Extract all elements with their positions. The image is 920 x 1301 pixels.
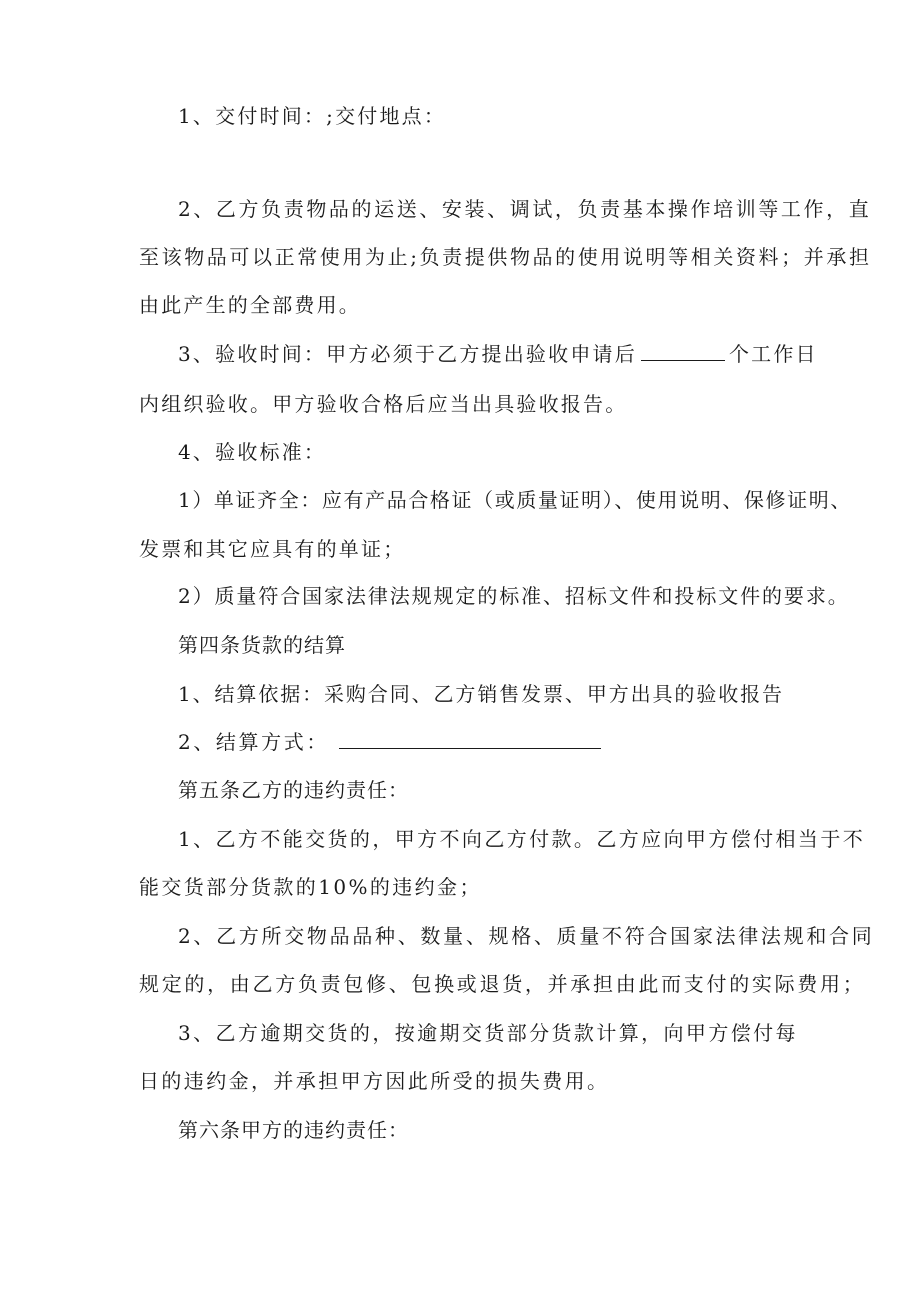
standard-documents-line-1: 1）单证齐全：应有产品合格证（或质量证明）、使用说明、保修证明、 <box>178 488 852 512</box>
standard-quality: 2）质量符合国家法律法规规定的标准、招标文件和投标文件的要求。 <box>178 584 850 608</box>
breach-no-delivery-line-2: 能交货部分货款的10%的违约金； <box>139 875 482 899</box>
clause-delivery-time-place: 1、交付时间：;交付地点： <box>178 104 447 128</box>
settlement-method-blank-field <box>339 728 601 749</box>
settlement-basis: 1、结算依据：采购合同、乙方销售发票、甲方出具的验收报告 <box>178 682 784 706</box>
breach-nonconforming-line-2: 规定的，由乙方负责包修、包换或退货，并承担由此而支付的实际费用； <box>139 972 866 996</box>
clause-acceptance-time-line-1 <box>178 340 818 368</box>
settlement-method-line <box>178 728 601 756</box>
clause-delivery-install-line-1: 2、乙方负责物品的运送、安装、调试，负责基本操作培训等工作，直 <box>178 197 872 221</box>
settlement-method-label: 2、结算方式： <box>178 730 329 754</box>
article-six-heading: 第六条甲方的违约责任： <box>178 1118 409 1142</box>
workdays-unit-text: 个工作日 <box>728 342 818 366</box>
standard-documents-line-2: 发票和其它应具有的单证； <box>139 537 406 561</box>
breach-late-delivery-line-1: 3、乙方逾期交货的，按逾期交货部分货款计算，向甲方偿付每 <box>178 1021 798 1045</box>
breach-nonconforming-line-1: 2、乙方所交物品品种、数量、规格、质量不符合国家法律法规和合同 <box>178 924 875 948</box>
clause-acceptance-time-line-2: 内组织验收。甲方验收合格后应当出具验收报告。 <box>139 392 628 416</box>
clause-acceptance-standard: 4、验收标准： <box>178 440 327 464</box>
workdays-blank-field <box>641 340 725 361</box>
breach-no-delivery-line-1: 1、乙方不能交货的，甲方不向乙方付款。乙方应向甲方偿付相当于不 <box>178 827 866 851</box>
article-five-heading: 第五条乙方的违约责任： <box>178 778 409 802</box>
clause-delivery-install-line-2: 至该物品可以正常使用为止;负责提供物品的使用说明等相关资料；并承担 <box>139 245 872 269</box>
acceptance-time-text: 3、验收时间：甲方必须于乙方提出验收申请后 <box>178 342 637 366</box>
clause-delivery-install-line-3: 由此产生的全部费用。 <box>139 293 361 317</box>
breach-late-delivery-line-2: 日的违约金，并承担甲方因此所受的损失费用。 <box>139 1069 610 1093</box>
article-four-heading: 第四条货款的结算 <box>178 633 346 657</box>
